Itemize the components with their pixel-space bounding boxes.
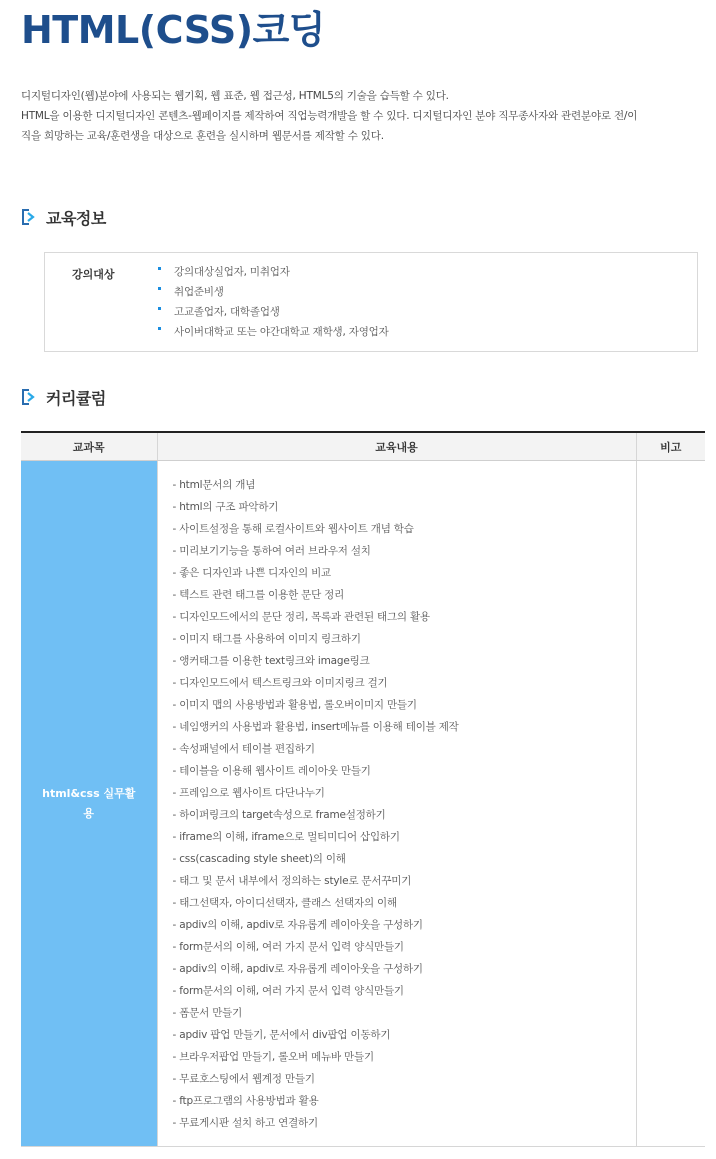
content-item: - apdiv의 이해, apdiv로 자유롭게 레이아웃을 구성하기 [172,963,423,975]
content-item: - 폼문서 만들기 [172,1007,243,1019]
content-item: - ftp프로그램의 사용방법과 활용 [172,1095,319,1107]
content-item: - 무료게시판 설치 하고 연결하기 [172,1117,318,1129]
page-title: HTML(CSS)코딩 [21,8,326,52]
content-item: - 미리보기기능을 통하여 여러 브라우저 설치 [172,545,371,557]
content-item: - form문서의 이해, 여러 가지 문서 입력 양식만들기 [172,941,404,953]
content-item: - 좋은 디자인과 나쁜 디자인의 비교 [172,567,331,579]
target-list [158,262,389,342]
list-item: 사이버대학교 또는 야간대학교 재학생, 자영업자 [158,322,389,342]
section-title: 커리큘럼 [46,388,106,408]
intro-line: HTML을 이용한 디지털디자인 콘텐츠-웹페이지를 제작하여 직업능력개발을 할 수 있다. 디지털디자인 분야 직무종사자와 관련분야로 전/이 [21,110,638,122]
column-header-content: 교육내용 [157,432,636,461]
content-item: - html의 구조 파악하기 [172,501,279,513]
content-item: - 이미지 태그를 사용하여 이미지 링크하기 [172,633,361,645]
table-header-row [21,432,705,461]
content-item: - apdiv의 이해, apdiv로 자유롭게 레이아웃을 구성하기 [172,919,423,931]
note-cell [636,461,705,1147]
content-item: - 앵커태그를 이용한 text링크와 image링크 [172,655,370,667]
arrow-bracket-icon [21,207,41,227]
target-label: 강의대상 [72,268,115,281]
arrow-bracket-icon [21,387,41,407]
column-header-note: 비고 [636,432,705,461]
intro-text [21,86,711,146]
column-header-subject: 교과목 [21,432,157,461]
content-item: - 디자인모드에서 텍스트링크와 이미지링크 걸기 [172,677,388,689]
section-title: 교육정보 [46,208,106,228]
content-item: - 속성패널에서 테이블 편집하기 [172,743,315,755]
content-item: - 프레임으로 웹사이트 다단나누기 [172,787,325,799]
content-item: - 하이퍼링크의 target속성으로 frame설정하기 [172,809,386,821]
intro-line: 디지털디자인(웹)분야에 사용되는 웹기획, 웹 표준, 웹 접근성, HTML5의 기술을 습득할 수 있다. [21,90,449,102]
education-info-heading [21,206,106,228]
content-item: - 사이트설정을 통해 로컬사이트와 웹사이트 개념 학습 [172,523,414,535]
content-cell [157,461,636,1147]
content-item: - 디자인모드에서의 문단 정리, 목록과 관련된 태그의 활용 [172,611,430,623]
content-item: - form문서의 이해, 여러 가지 문서 입력 양식만들기 [172,985,404,997]
content-list [158,461,636,1146]
content-item: - 태그 및 문서 내부에서 정의하는 style로 문서꾸미기 [172,875,412,887]
curriculum-heading [21,386,106,408]
content-item: - css(cascading style sheet)의 이해 [172,853,346,865]
list-item: 취업준비생 [158,282,389,302]
content-item: - apdiv 팝업 만들기, 문서에서 div팝업 이동하기 [172,1029,391,1041]
list-item: 강의대상실업자, 미취업자 [158,262,389,282]
content-item: - 테이블을 이용해 웹사이트 레이아웃 만들기 [172,765,371,777]
content-item: - 텍스트 관련 태그를 이용한 문단 정리 [172,589,345,601]
education-info-box [44,252,698,352]
content-item: - 브라우저팝업 만들기, 롤오버 메뉴바 만들기 [172,1051,374,1063]
content-item: - 이미지 맵의 사용방법과 활용법, 롤오버이미지 만들기 [172,699,417,711]
curriculum-table [21,431,705,1147]
intro-line: 직을 희망하는 교육/훈련생을 대상으로 훈련을 실시하며 웹문서를 제작할 수 있다. [21,130,384,142]
content-item: - 네임앵커의 사용법과 활용법, insert메뉴를 이용해 테이블 제작 [172,721,459,733]
table-row [21,461,705,1147]
content-item: - 태그선택자, 아이디선택자, 클래스 선택자의 이해 [172,897,397,909]
content-item: - iframe의 이해, iframe으로 멀티미디어 삽입하기 [172,831,400,843]
content-item: - 무료호스팅에서 웹계정 만들기 [172,1073,315,1085]
subject-cell: html&css 실무활용 [21,461,157,1147]
content-item: - html문서의 개념 [172,479,256,491]
list-item: 고교졸업자, 대학졸업생 [158,302,389,322]
